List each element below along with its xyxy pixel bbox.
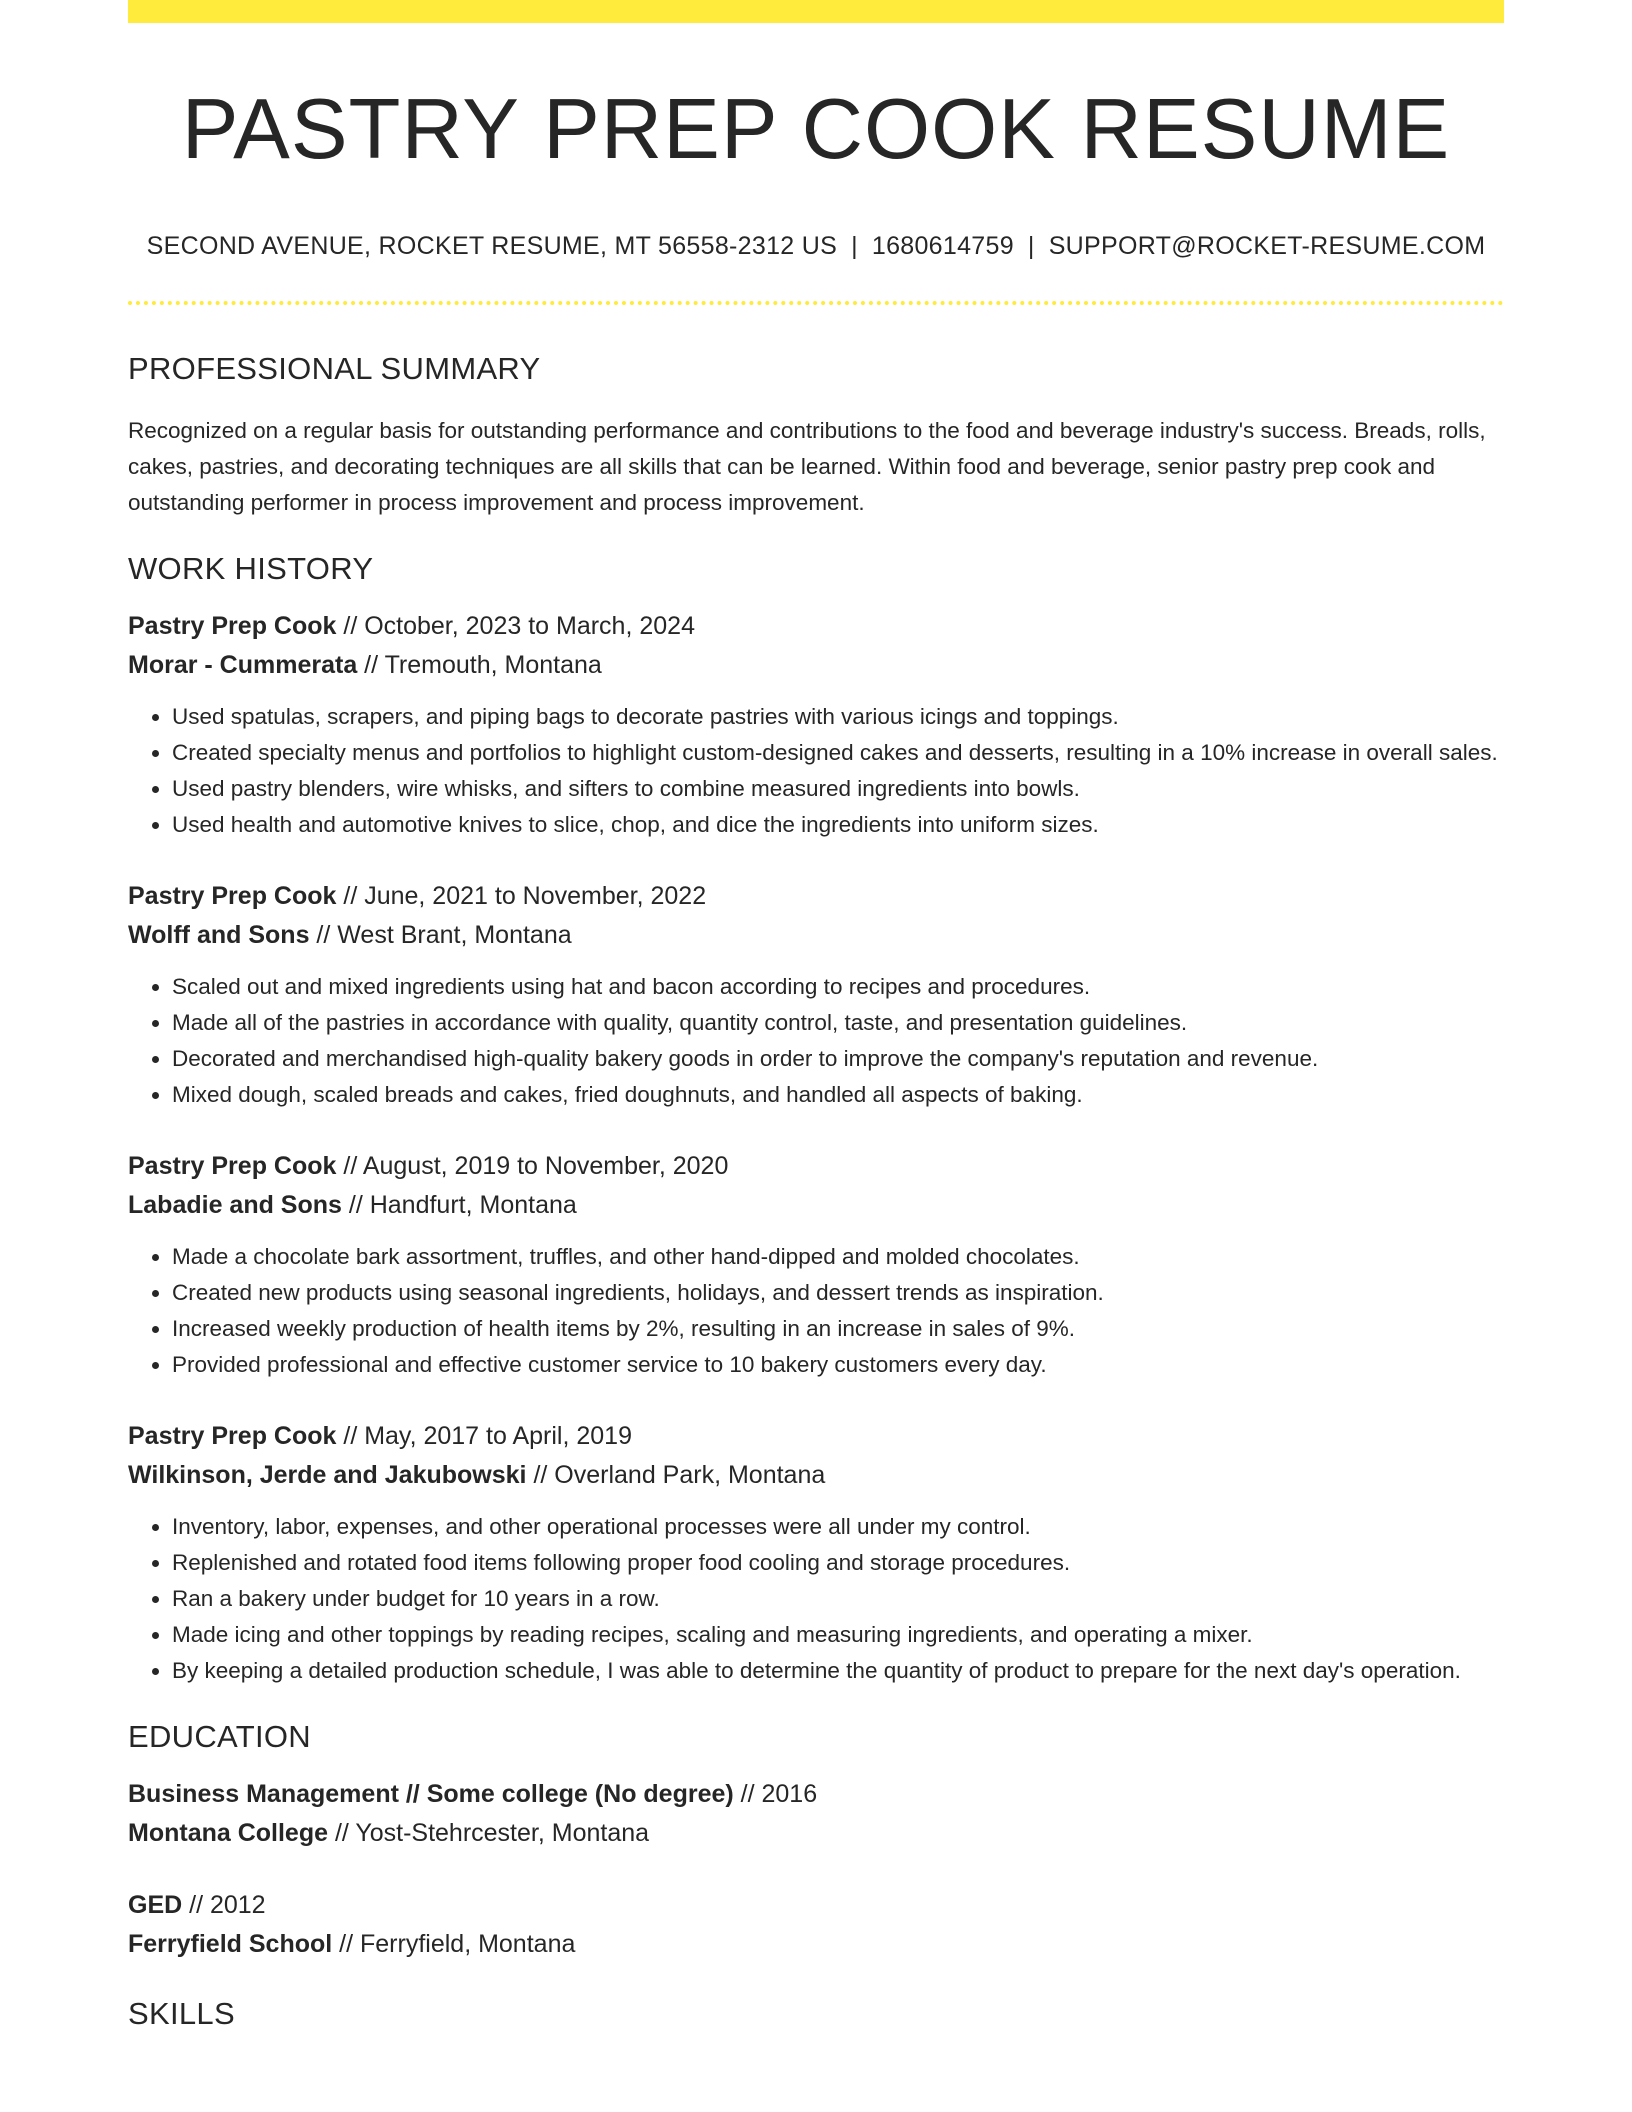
job-location: // Tremouth, Montana xyxy=(357,651,602,680)
education-degree-line xyxy=(128,1886,1504,1925)
job-bullet: • Inventory, labor, expenses, and other operational processes were all under my control. xyxy=(172,1509,1504,1545)
contact-email: SUPPORT@ROCKET-RESUME.COM xyxy=(1048,232,1486,261)
job-title-line xyxy=(128,877,1504,916)
contact-separator: | xyxy=(1027,232,1035,261)
job-position: Pastry Prep Cook xyxy=(128,1422,337,1451)
accent-top-bar xyxy=(128,0,1504,23)
education-school-line xyxy=(128,1814,1504,1853)
job-position: Pastry Prep Cook xyxy=(128,1152,337,1181)
job-bullet: • Created specialty menus and portfolios to highlight custom-designed cakes and desserts, resulting in a 10% increase in overall sales. xyxy=(172,735,1504,771)
job-title-line xyxy=(128,1417,1504,1456)
job-bullet: • Made icing and other toppings by reading recipes, scaling and measuring ingredients, and operating a mixer. xyxy=(172,1617,1504,1653)
education-degree: GED xyxy=(128,1891,183,1920)
contact-address: SECOND AVENUE, ROCKET RESUME, MT 56558-2312 US xyxy=(146,232,838,261)
job-bullets xyxy=(128,699,1504,843)
job-bullets xyxy=(128,1509,1504,1689)
summary-text: Recognized on a regular basis for outstanding performance and contributions to the food and beverage industry's success. Breads, rolls, cakes, pastries, and decorating techniques are all skills that can be learned. Within food and beverage, senior pastry prep cook and outstanding performer in process improvement and process improvement. xyxy=(128,418,1486,516)
job-bullet: • Created new products using seasonal ingredients, holidays, and dessert trends as inspiration. xyxy=(172,1275,1504,1311)
summary-heading: PROFESSIONAL SUMMARY xyxy=(128,351,541,387)
job-bullet: • Used pastry blenders, wire whisks, and sifters to combine measured ingredients into bowls. xyxy=(172,771,1504,807)
work-history-heading: WORK HISTORY xyxy=(128,551,374,587)
job-bullet: • Increased weekly production of health items by 2%, resulting in an increase in sales of 9%. xyxy=(172,1311,1504,1347)
job-company-line xyxy=(128,646,1504,685)
job-bullets xyxy=(128,1239,1504,1383)
job-entry xyxy=(128,607,1504,843)
job-bullet: • Scaled out and mixed ingredients using hat and bacon according to recipes and procedures. xyxy=(172,969,1504,1005)
contact-phone: 1680614759 xyxy=(871,232,1014,261)
job-bullet: • By keeping a detailed production schedule, I was able to determine the quantity of product to prepare for the next day's operation. xyxy=(172,1653,1504,1689)
job-bullet: • Used health and automotive knives to slice, chop, and dice the ingredients into uniform sizes. xyxy=(172,807,1504,843)
education-year: // 2012 xyxy=(182,1891,266,1920)
job-bullet: • Made a chocolate bark assortment, truffles, and other hand-dipped and molded chocolates. xyxy=(172,1239,1504,1275)
job-dates: // August, 2019 to November, 2020 xyxy=(336,1152,729,1181)
job-entry xyxy=(128,877,1504,1113)
contact-separator: | xyxy=(851,232,858,261)
education-location: // Yost-Stehrcester, Montana xyxy=(328,1819,650,1848)
job-company-line xyxy=(128,1186,1504,1225)
job-company-line xyxy=(128,1456,1504,1495)
education-heading: EDUCATION xyxy=(128,1719,311,1755)
education-entry xyxy=(128,1775,1504,1853)
job-bullet: • Replenished and rotated food items following proper food cooling and storage procedures. xyxy=(172,1545,1504,1581)
job-bullet: • Provided professional and effective customer service to 10 bakery customers every day. xyxy=(172,1347,1504,1383)
job-dates: // June, 2021 to November, 2022 xyxy=(336,882,707,911)
job-title-line xyxy=(128,607,1504,646)
job-bullet: • Ran a bakery under budget for 10 years in a row. xyxy=(172,1581,1504,1617)
job-company: Wilkinson, Jerde and Jakubowski xyxy=(128,1461,527,1490)
job-location: // Overland Park, Montana xyxy=(526,1461,826,1490)
job-dates: // May, 2017 to April, 2019 xyxy=(336,1422,632,1451)
resume-title: PASTRY PREP COOK RESUME xyxy=(181,82,1451,177)
job-company: Labadie and Sons xyxy=(128,1191,342,1220)
education-school: Montana College xyxy=(128,1819,329,1848)
contact-line xyxy=(128,232,1504,261)
resume-page xyxy=(128,0,1504,2032)
education-entry xyxy=(128,1886,1504,1964)
job-company: Morar - Cummerata xyxy=(128,651,358,680)
education-degree: Business Management // Some college (No degree) xyxy=(128,1780,734,1809)
job-bullets xyxy=(128,969,1504,1113)
education-location: // Ferryfield, Montana xyxy=(332,1930,576,1959)
job-position: Pastry Prep Cook xyxy=(128,882,337,911)
job-location: // Handfurt, Montana xyxy=(341,1191,577,1220)
job-company: Wolff and Sons xyxy=(128,921,310,950)
job-bullet: • Made all of the pastries in accordance with quality, quantity control, taste, and presentation guidelines. xyxy=(172,1005,1504,1041)
job-title-line xyxy=(128,1147,1504,1186)
job-company-line xyxy=(128,916,1504,955)
skills-heading: SKILLS xyxy=(128,1996,235,2032)
job-entry xyxy=(128,1147,1504,1383)
job-entry xyxy=(128,1417,1504,1689)
education-degree-line xyxy=(128,1775,1504,1814)
education-school: Ferryfield School xyxy=(128,1930,333,1959)
education-year: // 2016 xyxy=(733,1780,818,1809)
job-position: Pastry Prep Cook xyxy=(128,612,337,641)
job-bullet: • Used spatulas, scrapers, and piping bags to decorate pastries with various icings and toppings. xyxy=(172,699,1504,735)
job-bullet: • Mixed dough, scaled breads and cakes, fried doughnuts, and handled all aspects of baking. xyxy=(172,1077,1504,1113)
education-school-line xyxy=(128,1925,1504,1964)
job-dates: // October, 2023 to March, 2024 xyxy=(336,612,695,641)
header-divider xyxy=(128,301,1504,305)
job-bullet: • Decorated and merchandised high-quality bakery goods in order to improve the company's reputation and revenue. xyxy=(172,1041,1504,1077)
job-location: // West Brant, Montana xyxy=(309,921,572,950)
